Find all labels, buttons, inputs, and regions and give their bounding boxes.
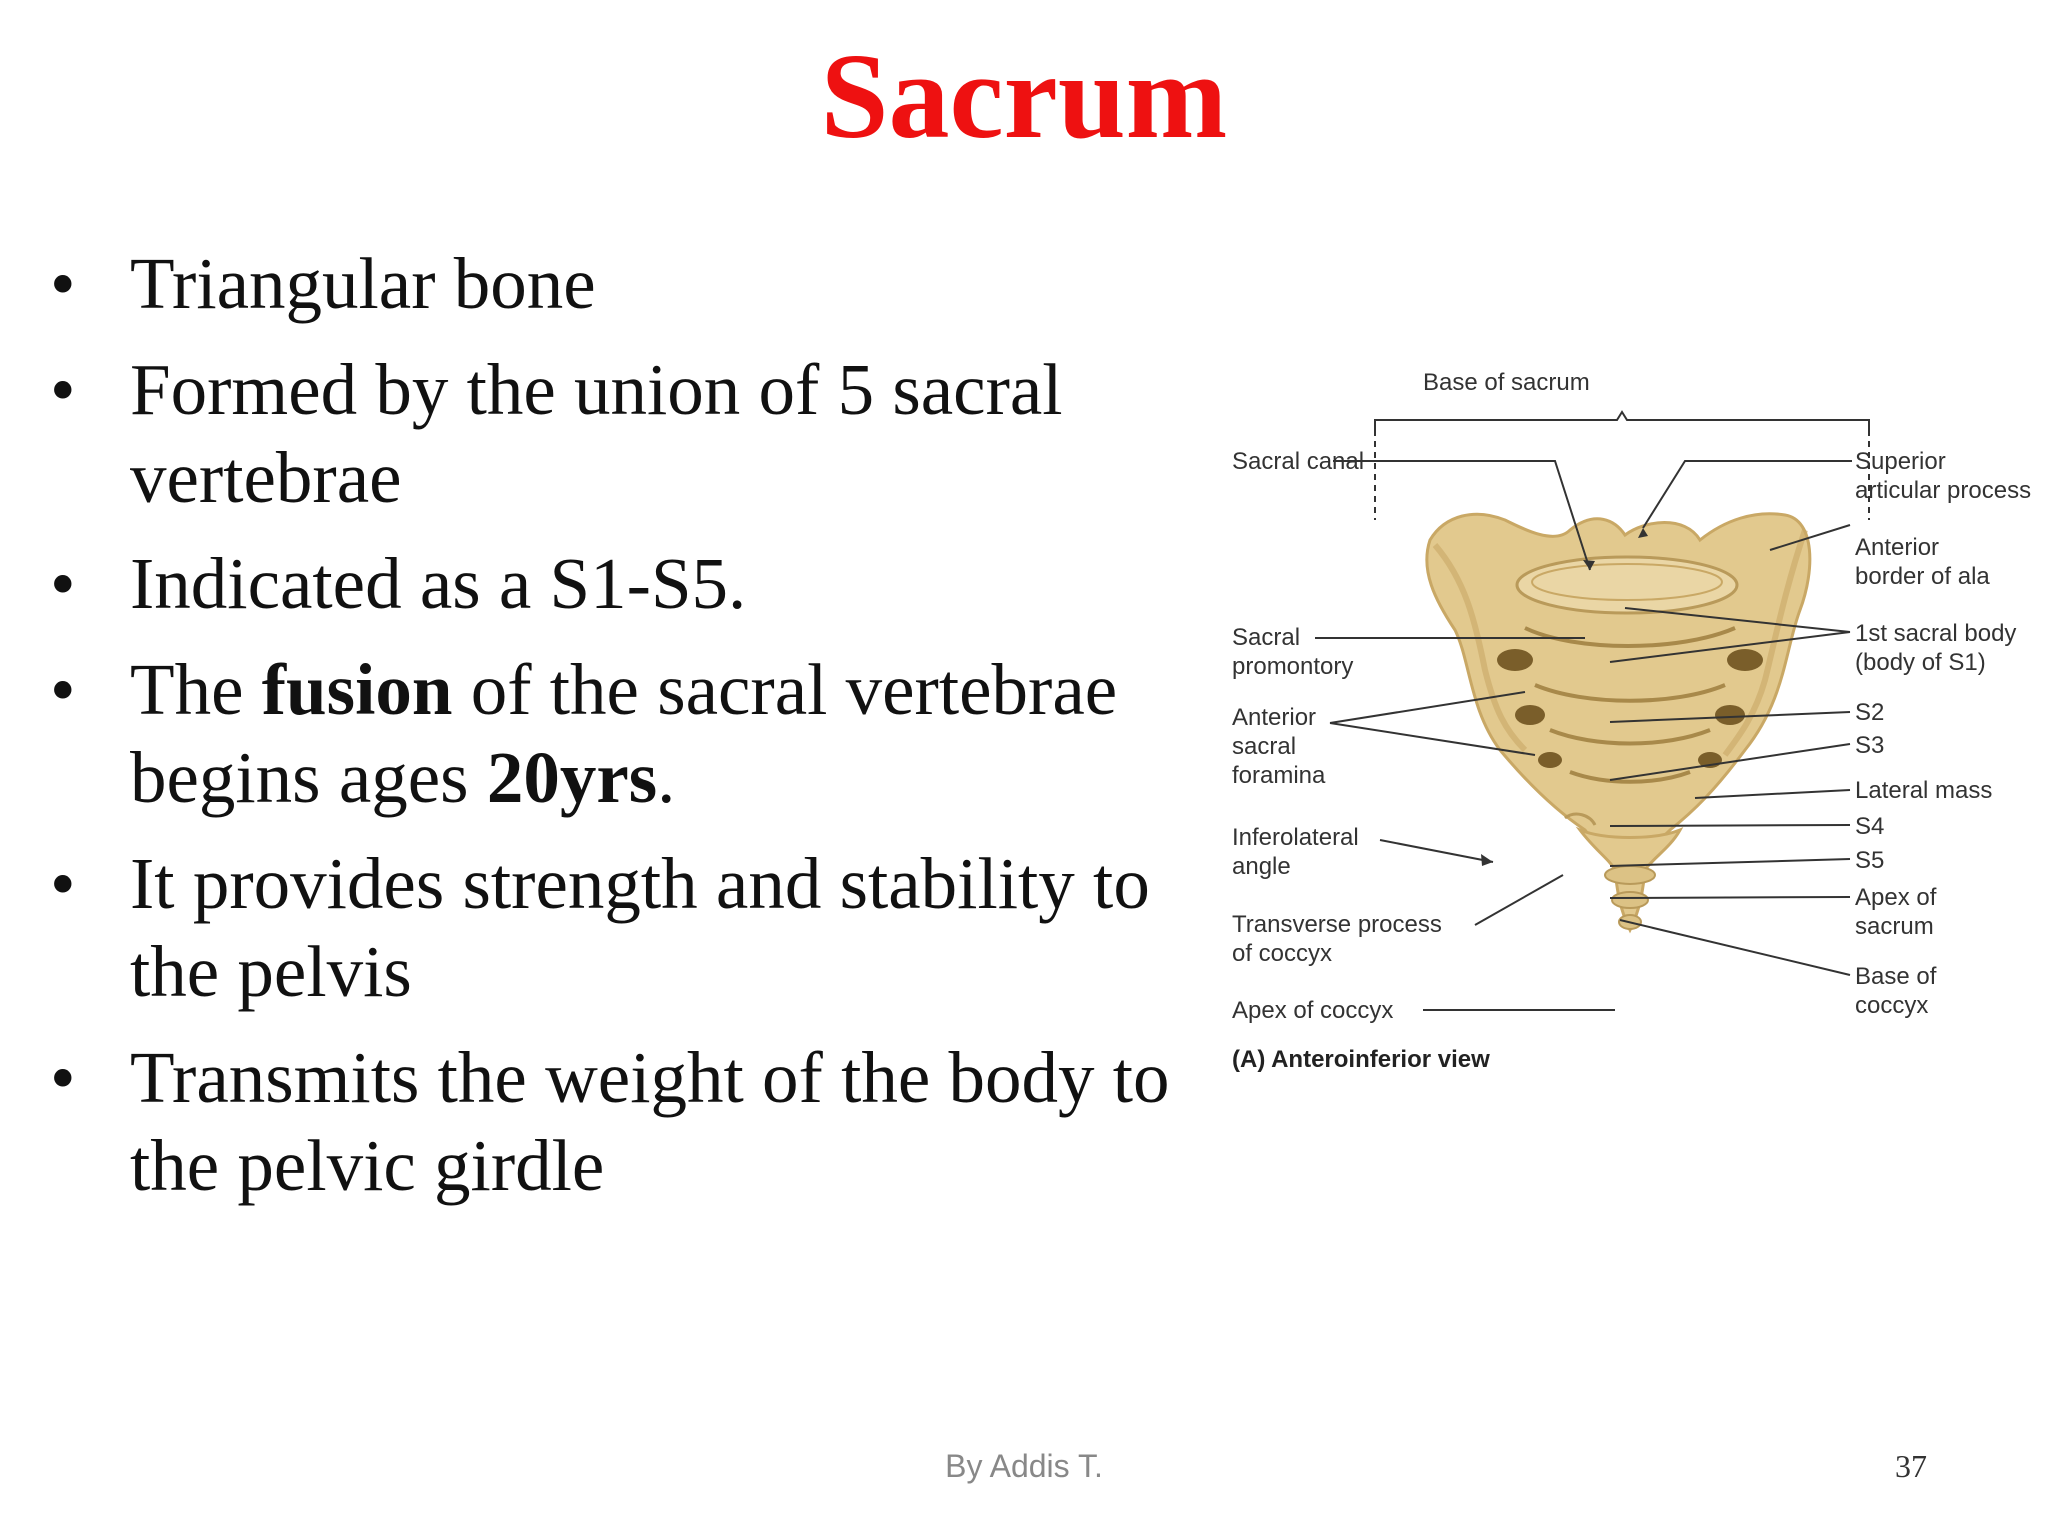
- base-bracket: [1375, 412, 1869, 430]
- figure-caption: (A) Anteroinferior view: [1232, 1046, 1490, 1073]
- bullet-marker: •: [50, 843, 76, 924]
- bullet-list: [50, 240, 1230, 1228]
- bullet-text: Indicated as a S1-S5.: [130, 543, 747, 624]
- label-apex-sacrum-1: Apex of: [1855, 884, 1937, 911]
- label-superior-articular-1: Superior: [1855, 448, 1946, 475]
- label-base-coccyx-1: Base of: [1855, 963, 1937, 990]
- bullet-marker: •: [50, 649, 76, 730]
- bullet-text: It provides strength and stability to the pelvis: [130, 843, 1150, 1012]
- sacrum-diagram: [1225, 370, 2048, 1090]
- sacrum-figure: [1225, 370, 2048, 1090]
- bullet-bold-text: 20yrs: [486, 737, 658, 818]
- label-s4: S4: [1855, 813, 1885, 840]
- label-sacral-promontory-2: promontory: [1232, 653, 1354, 680]
- label-sacral-promontory-1: Sacral: [1232, 624, 1301, 651]
- footer-author: By Addis T.: [945, 1448, 1103, 1484]
- label-sacral-canal: Sacral canal: [1232, 448, 1365, 475]
- label-base-of-sacrum: Base of sacrum: [1423, 370, 1590, 396]
- page-number: 37: [1895, 1448, 1927, 1484]
- label-superior-articular-2: articular process: [1855, 477, 2032, 504]
- bullet-item: [50, 1034, 1230, 1210]
- label-transverse-1: Transverse process: [1232, 911, 1442, 938]
- bullet-item: [50, 540, 1230, 628]
- slide-title: Sacrum: [820, 29, 1228, 164]
- bullet-text: Formed by the union of 5 sacral vertebrae: [130, 349, 1063, 518]
- label-apex-sacrum-2: sacrum: [1855, 913, 1934, 940]
- label-first-sacral-1: 1st sacral body: [1855, 620, 2017, 647]
- label-first-sacral-2: (body of S1): [1855, 649, 1986, 676]
- label-base-coccyx-2: coccyx: [1855, 992, 1929, 1019]
- label-anterior-foramina-2: sacral: [1232, 733, 1297, 760]
- label-anterior-border-1: Anterior: [1855, 534, 1940, 561]
- label-transverse-2: of coccyx: [1232, 940, 1333, 967]
- bullet-marker: •: [50, 1037, 76, 1118]
- bullet-text: The: [130, 649, 262, 730]
- label-lateral-mass: Lateral mass: [1855, 777, 1993, 804]
- label-apex-coccyx: Apex of coccyx: [1232, 997, 1394, 1024]
- label-inferolateral-2: angle: [1232, 853, 1291, 880]
- label-anterior-foramina-1: Anterior: [1232, 704, 1317, 731]
- bullet-marker: •: [50, 243, 76, 324]
- bullet-marker: •: [50, 543, 76, 624]
- bullet-text: Transmits the weight of the body to the pelvic girdle: [130, 1037, 1170, 1206]
- bullet-item: [50, 346, 1230, 522]
- label-s3: S3: [1855, 732, 1885, 759]
- bullet-item: [50, 240, 1230, 328]
- bullet-item: [50, 840, 1230, 1016]
- bullet-text: of the sacral vertebrae begins ages: [130, 649, 1118, 818]
- bullet-text: Triangular bone: [130, 243, 596, 324]
- bullet-item: [50, 646, 1230, 822]
- bullet-bold-text: fusion: [261, 649, 453, 730]
- label-inferolateral-1: Inferolateral: [1232, 824, 1359, 851]
- label-s5: S5: [1855, 847, 1885, 874]
- bullet-text: .: [657, 737, 676, 818]
- label-anterior-foramina-3: foramina: [1232, 762, 1326, 789]
- label-anterior-border-2: border of ala: [1855, 563, 1990, 590]
- bullet-marker: •: [50, 349, 76, 430]
- label-s2: S2: [1855, 699, 1885, 726]
